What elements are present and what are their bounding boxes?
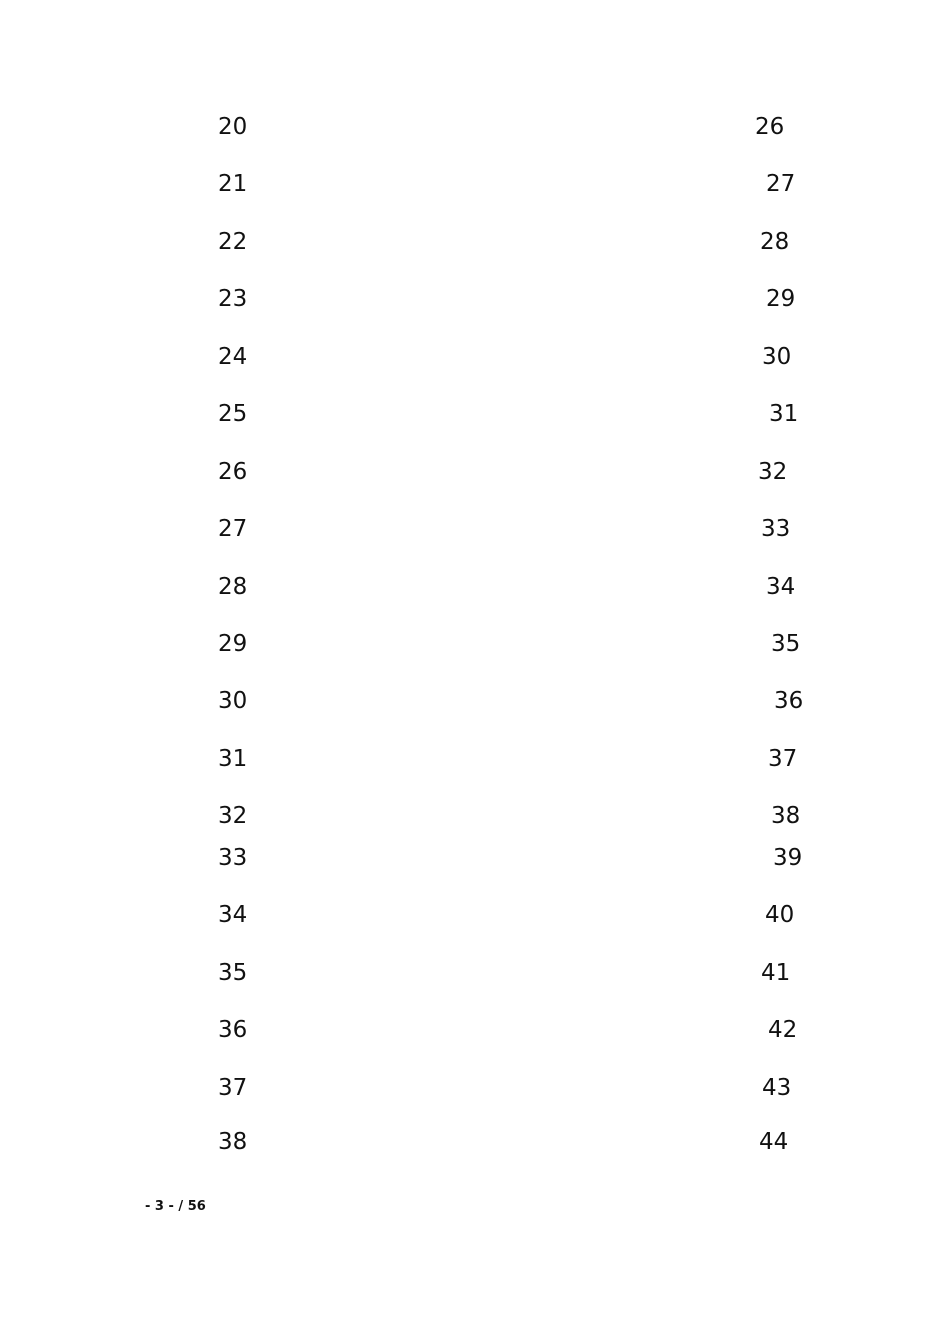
toc-row — [0, 900, 950, 930]
toc-row — [0, 169, 950, 199]
toc-page-number: 30 — [762, 344, 792, 370]
toc-row — [0, 843, 950, 873]
toc-item-number: 28 — [218, 574, 248, 600]
toc-item-number: 29 — [218, 631, 248, 657]
toc-page-number: 33 — [761, 516, 791, 542]
toc-item-number: 30 — [218, 688, 248, 714]
toc-page-number: 26 — [755, 114, 785, 140]
toc-row — [0, 399, 950, 429]
toc-item-number: 34 — [218, 902, 248, 928]
toc-row — [0, 342, 950, 372]
toc-page-number: 35 — [771, 631, 801, 657]
toc-page-number: 39 — [773, 845, 803, 871]
toc-item-number: 26 — [218, 459, 248, 485]
toc-item-number: 22 — [218, 229, 248, 255]
toc-page-number: 31 — [769, 401, 799, 427]
toc-item-number: 23 — [218, 286, 248, 312]
toc-row — [0, 514, 950, 544]
toc-item-number: 32 — [218, 803, 248, 829]
toc-page-number: 36 — [774, 688, 804, 714]
toc-page-number: 27 — [766, 171, 796, 197]
toc-row — [0, 801, 950, 831]
toc-row — [0, 744, 950, 774]
toc-item-number: 25 — [218, 401, 248, 427]
toc-row — [0, 457, 950, 487]
toc-page-number: 42 — [768, 1017, 798, 1043]
toc-item-number: 35 — [218, 960, 248, 986]
toc-row — [0, 1127, 950, 1157]
toc-page-number: 44 — [759, 1129, 789, 1155]
toc-item-number: 24 — [218, 344, 248, 370]
toc-item-number: 37 — [218, 1075, 248, 1101]
toc-page-number: 32 — [758, 459, 788, 485]
toc-page-number: 37 — [768, 746, 798, 772]
toc-row — [0, 284, 950, 314]
toc-row — [0, 112, 950, 142]
toc-row — [0, 1015, 950, 1045]
toc-page-number: 34 — [766, 574, 796, 600]
toc-page-number: 41 — [761, 960, 791, 986]
toc-item-number: 20 — [218, 114, 248, 140]
toc-item-number: 27 — [218, 516, 248, 542]
toc-page-number: 28 — [760, 229, 790, 255]
toc-row — [0, 227, 950, 257]
toc-item-number: 31 — [218, 746, 248, 772]
toc-item-number: 36 — [218, 1017, 248, 1043]
page-footer-number: - 3 - / 56 — [145, 1199, 206, 1214]
toc-row — [0, 1073, 950, 1103]
toc-item-number: 21 — [218, 171, 248, 197]
toc-row — [0, 958, 950, 988]
toc-item-number: 33 — [218, 845, 248, 871]
toc-page-number: 40 — [765, 902, 795, 928]
toc-row — [0, 629, 950, 659]
toc-page-number: 29 — [766, 286, 796, 312]
toc-page-number: 43 — [762, 1075, 792, 1101]
toc-page-number: 38 — [771, 803, 801, 829]
toc-row — [0, 686, 950, 716]
toc-row — [0, 572, 950, 602]
toc-item-number: 38 — [218, 1129, 248, 1155]
